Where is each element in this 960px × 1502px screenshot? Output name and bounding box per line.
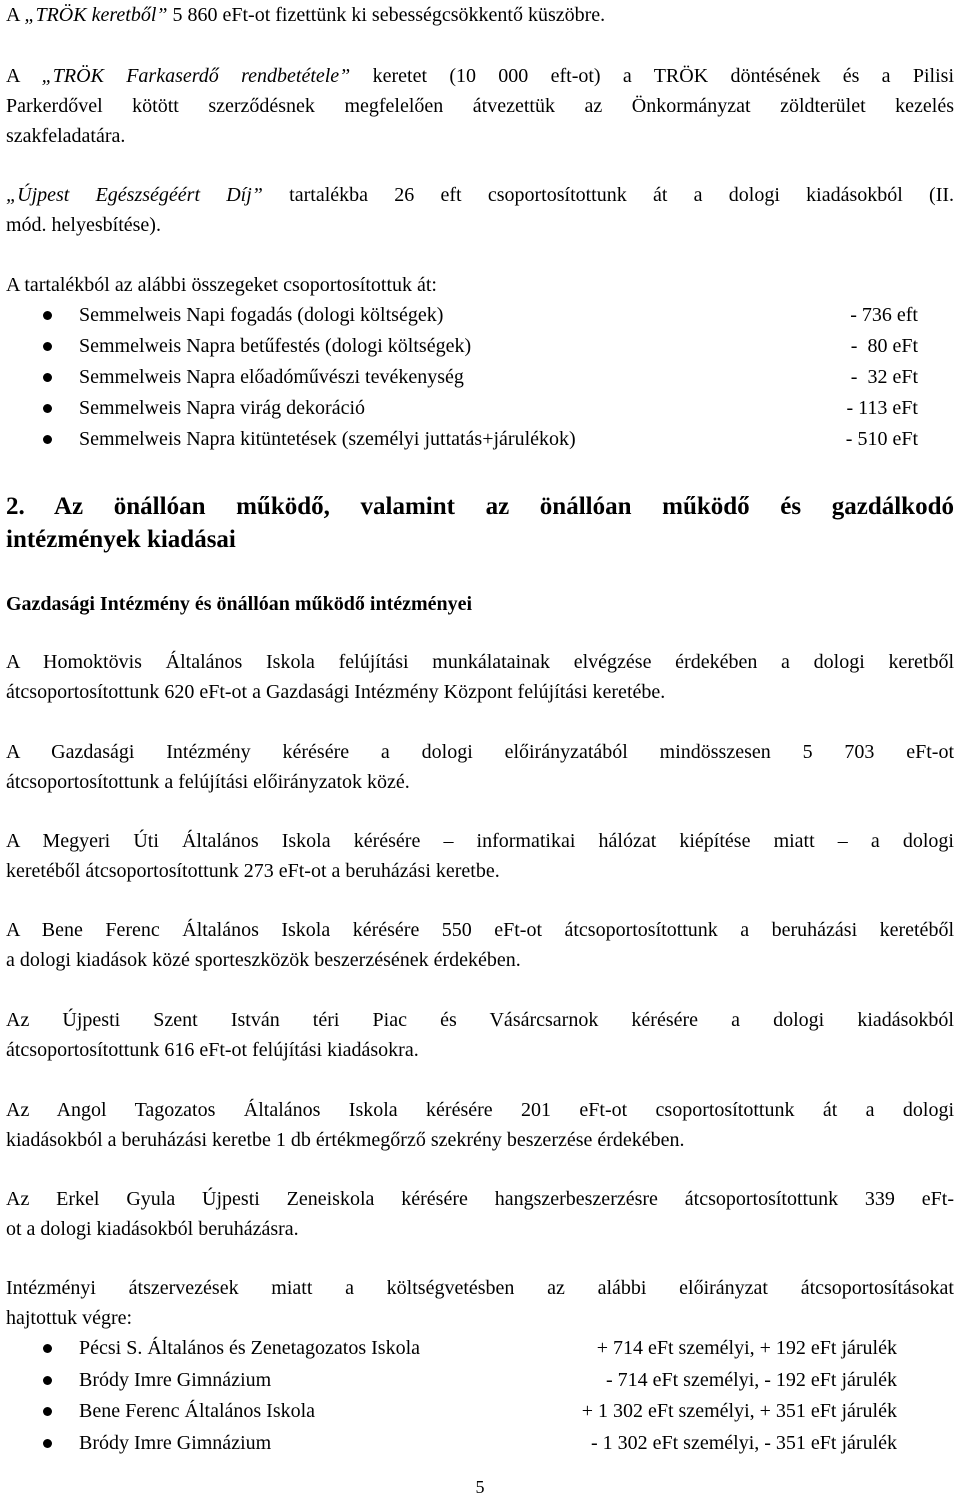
reorg-list — [0, 1333, 960, 1459]
bullet-dot — [43, 311, 52, 320]
item-amount: - 32 eFt — [850, 366, 918, 388]
paragraph-erkel — [6, 1184, 954, 1244]
bullet-dot — [43, 435, 52, 444]
text-rest: keretet (10 000 eft-ot) a TRÖK döntésének és a Pilisi — [350, 65, 955, 87]
text-line: keretéből átcsoportosítottunk 273 eFt-ot a beruházási keretbe. — [6, 860, 500, 882]
subheading: Gazdasági Intézmény és önállóan működő intézményei — [6, 593, 473, 615]
text-line: Parkerdővel kötött szerződésnek megfelelően átvezettük az Önkormányzat zöldterület kezelés — [6, 95, 954, 117]
item-school: Bródy Imre Gimnázium — [79, 1368, 272, 1391]
list-item — [0, 424, 960, 455]
text-line: A Bene Ferenc Általános Iskola kérésére 550 eFt-ot átcsoportosítottunk a beruházási keretéből — [6, 919, 954, 941]
item-label: Semmelweis Napra előadóművészi tevékenység — [79, 366, 464, 388]
list-item — [0, 300, 960, 331]
bullet-dot — [43, 1439, 52, 1448]
paragraph-atszervezes — [6, 1273, 954, 1333]
item-amount: - 736 eft — [850, 304, 918, 326]
paragraph-ujpest-dij — [6, 180, 954, 240]
bullet-dot — [43, 404, 52, 413]
item-change: - 714 eFt személyi, - 192 eFt járulék — [605, 1368, 897, 1391]
text-line: szakfeladatára. — [6, 125, 126, 147]
text-line: A Megyeri Úti Általános Iskola kérésére – informatikai hálózat kiépítése miatt – a dologi — [6, 830, 954, 852]
italic-phrase: „TRÖK Farkaserdő rendbetétele” — [41, 65, 351, 87]
bullet-dot — [43, 373, 52, 382]
list-item — [0, 331, 960, 362]
bullet-dot — [43, 1344, 52, 1353]
text-line: mód. helyesbítése). — [6, 214, 161, 236]
bullet-dot — [43, 1376, 52, 1385]
tartalek-list — [0, 300, 960, 455]
text-rest: tartalékba 26 eft csoportosítottunk át a dologi kiadásokból (II. — [262, 184, 955, 206]
bullet-dot — [43, 1407, 52, 1416]
page-number: 5 — [475, 1477, 485, 1497]
text-line: Intézményi átszervezések miatt a költségvetésben az alábbi előirányzat átcsoportosításokat — [6, 1277, 954, 1299]
item-change: + 714 eFt személyi, + 192 eFt járulék — [596, 1337, 897, 1359]
paragraph-bene — [6, 915, 954, 975]
item-amount: - 510 eFt — [845, 428, 918, 450]
item-label: Semmelweis Napra betűfestés (dologi költségek) — [79, 335, 472, 357]
text-prefix: A — [6, 65, 42, 87]
heading-line: intézmények kiadásai — [6, 526, 236, 553]
paragraph-piac — [6, 1005, 954, 1065]
list-item — [0, 393, 960, 424]
list-item — [0, 362, 960, 393]
text-line: hajtottuk végre: — [6, 1307, 133, 1329]
item-label: Semmelweis Napra virág dekoráció — [79, 397, 366, 419]
paragraph-farkaserdo — [6, 61, 954, 151]
item-label: Semmelweis Napra kitüntetések (személyi juttatás+járulékok) — [79, 428, 576, 450]
list-item — [0, 1365, 960, 1397]
item-school: Pécsi S. Általános és Zenetagozatos Iskola — [79, 1337, 421, 1359]
item-change: - 1 302 eFt személyi, - 351 eFt járulék — [590, 1431, 897, 1454]
text-line: Az Újpesti Szent István téri Piac és Vásárcsarnok kérésére a dologi kiadásokból — [6, 1009, 954, 1031]
text-line: átcsoportosítottunk 616 eFt-ot felújítási kiadásokra. — [6, 1039, 419, 1061]
paragraph-angol — [6, 1095, 954, 1155]
bullet-dot — [43, 342, 52, 351]
text-prefix: A — [6, 4, 25, 26]
list-item — [0, 1333, 960, 1365]
text-line: átcsoportosítottunk 620 eFt-ot a Gazdasági Intézmény Központ felújítási keretébe. — [6, 681, 666, 703]
text-line: Az Erkel Gyula Újpesti Zeneiskola kérésére hangszerbeszerzésre átcsoportosítottunk 339 eFt- — [6, 1188, 954, 1210]
text-line: átcsoportosítottunk a felújítási előirányzatok közé. — [6, 771, 410, 793]
heading-line: 2. Az önállóan működő, valamint az önállóan működő és gazdálkodó — [6, 493, 954, 520]
italic-phrase: „Újpest Egészségéért Díj” — [6, 184, 263, 206]
text-line: A Gazdasági Intézmény kérésére a dologi előirányzatából mindösszesen 5 703 eFt-ot — [6, 741, 954, 763]
text-line: A tartalékból az alábbi összegeket csoportosítottuk át: — [6, 274, 437, 296]
item-amount: - 80 eFt — [850, 335, 918, 357]
text-line: A Homoktövis Általános Iskola felújítási munkálatainak elvégzése érdekében a dologi keretből — [6, 651, 954, 673]
text-rest: 5 860 eFt-ot fizettünk ki sebességcsökkentő küszöbre. — [167, 4, 606, 26]
item-school: Bene Ferenc Általános Iskola — [79, 1400, 316, 1422]
text-line: a dologi kiadások közé sporteszközök beszerzésének érdekében. — [6, 949, 521, 971]
list-item — [0, 1396, 960, 1428]
paragraph-homoktovis — [6, 647, 954, 707]
paragraph-trok-keret — [6, 0, 954, 30]
paragraph-gazdasagi — [6, 737, 954, 797]
section-heading — [6, 490, 954, 556]
item-change: + 1 302 eFt személyi, + 351 eFt járulék — [581, 1400, 897, 1422]
text-line: Az Angol Tagozatos Általános Iskola kérésére 201 eFt-ot csoportosítottunk át a dologi — [6, 1099, 954, 1121]
paragraph-megyeri — [6, 826, 954, 886]
item-amount: - 113 eFt — [846, 397, 918, 419]
list-item — [0, 1428, 960, 1460]
item-school: Bródy Imre Gimnázium — [79, 1431, 272, 1454]
italic-phrase: „TRÖK keretből” — [24, 4, 168, 26]
text-line: ot a dologi kiadásokból beruházásra. — [6, 1218, 299, 1240]
item-label: Semmelweis Napi fogadás (dologi költségek) — [79, 304, 444, 326]
paragraph-tartalek-intro — [6, 270, 954, 300]
text-line: kiadásokból a beruházási keretbe 1 db értékmegőrző szekrény beszerzése érdekében. — [6, 1129, 685, 1151]
